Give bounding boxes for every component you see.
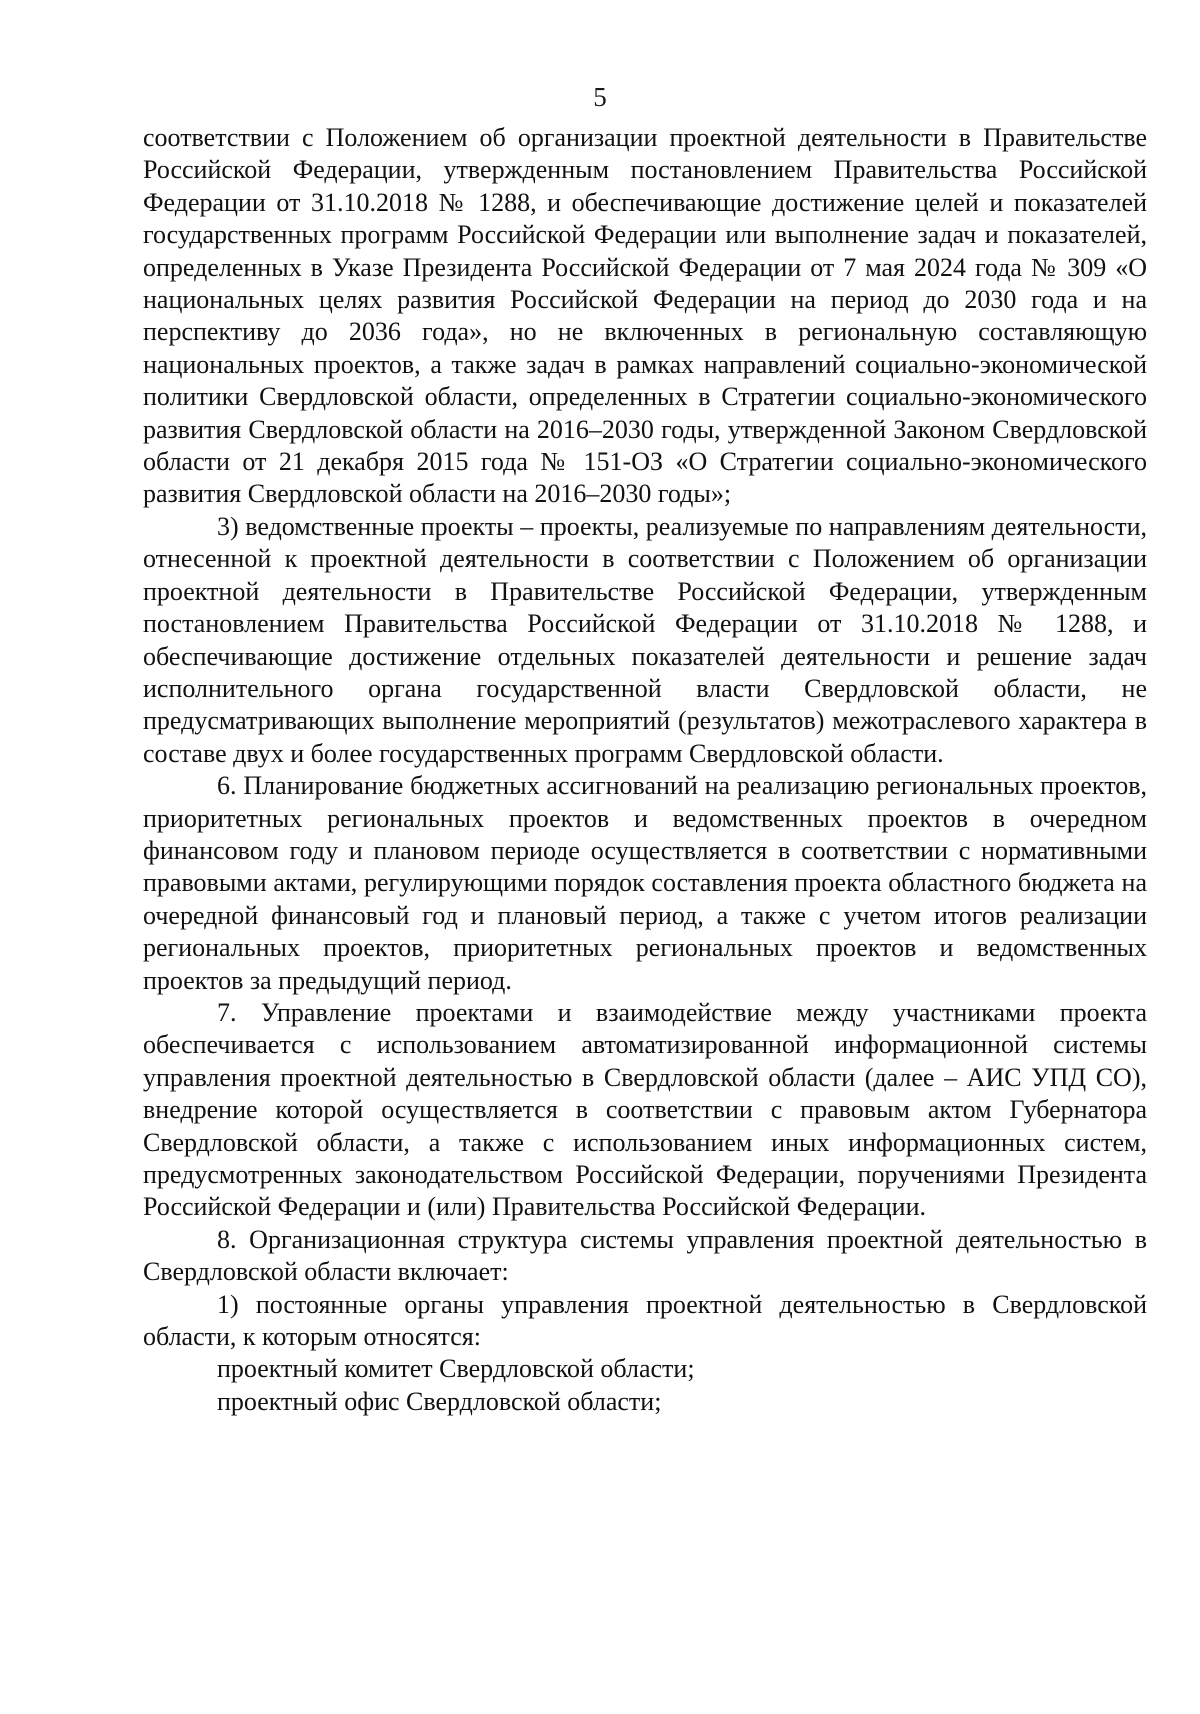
paragraph-item-3: 3) ведомственные проекты – проекты, реализуемые по направлениям деятельности, отнесенной к проектной деятельности в соответствии с Положением об организации проектной деятельности в Правительстве Российской Федерации, утвержденным постановлением Правительства Российской Федерации от 31.10.2018 № 1288, и обеспечивающие достижение отдельных показателей деятельности и решение задач исполнительного органа государственной власти Свердловской области, не предусматривающих выполнение мероприятий (результатов) межотраслевого характера в составе двух и более государственных программ Свердловской области. bbox=[143, 511, 1147, 768]
paragraph-item-1: 1) постоянные органы управления проектной деятельностью в Свердловской области, к которым относятся: bbox=[143, 1289, 1147, 1352]
page-number: 5 bbox=[593, 82, 607, 112]
paragraph-section-8: 8. Организационная структура системы управления проектной деятельностью в Свердловской области включает: bbox=[143, 1224, 1147, 1287]
document-body bbox=[143, 122, 1147, 1418]
paragraph-section-7: 7. Управление проектами и взаимодействие между участниками проекта обеспечивается с использованием автоматизированной информационной системы управления проектной деятельностью в Свердловской области (далее – АИС УПД СО), внедрение которой осуществляется в соответствии с правовым актом Губернатора Свердловской области, а также с использованием иных информационных систем, предусмотренных законодательством Российской Федерации, поручениями Президента Российской Федерации и (или) Правительства Российской Федерации. bbox=[143, 997, 1147, 1222]
list-item-project-committee: проектный комитет Свердловской области; bbox=[217, 1354, 695, 1384]
list-item-project-office: проектный офис Свердловской области; bbox=[217, 1386, 662, 1416]
paragraph-continuation: соответствии с Положением об организации проектной деятельности в Правительстве Российской Федерации, утвержденным постановлением Правительства Российской Федерации от 31.10.2018 № 1288, и обеспечивающие достижение целей и показателей государственных программ Российской Федерации или выполнение задач и показателей, определенных в Указе Президента Российской Федерации от 7 мая 2024 года № 309 «О национальных целях развития Российской Федерации на период до 2030 года и на перспективу до 2036 года», но не включенных в региональную составляющую национальных проектов, а также задач в рамках направлений социально-экономической политики Свердловской области, определенных в Стратегии социально-экономического развития Свердловской области на 2016–2030 годы, утвержденной Законом Свердловской области от 21 декабря 2015 года № 151-ОЗ «О Стратегии социально-экономического развития Свердловской области на 2016–2030 годы»; bbox=[143, 123, 1147, 509]
paragraph-section-6: 6. Планирование бюджетных ассигнований на реализацию региональных проектов, приоритетных региональных проектов и ведомственных проектов в очередном финансовом году и плановом периоде осуществляется в соответствии с нормативными правовыми актами, регулирующими порядок составления проекта областного бюджета на очередной финансовый год и плановый период, а также с учетом итогов реализации региональных проектов, приоритетных региональных проектов и ведомственных проектов за предыдущий период. bbox=[143, 771, 1147, 995]
